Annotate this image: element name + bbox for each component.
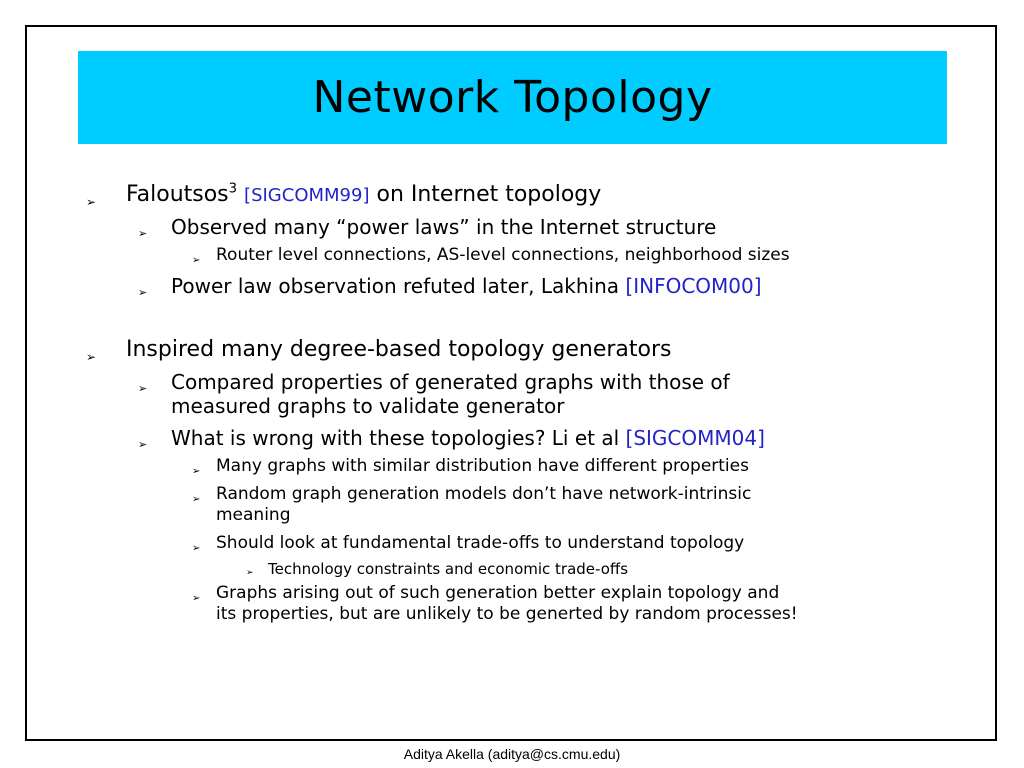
arrow-bullet-icon: ➢ xyxy=(138,227,148,240)
arrow-bullet-icon: ➢ xyxy=(192,494,201,505)
footer-author: Aditya Akella (aditya@cs.cmu.edu) xyxy=(403,746,621,762)
bullet-text: What is wrong with these topologies? Li et al xyxy=(171,426,626,450)
arrow-bullet-icon: ➢ xyxy=(86,350,97,364)
arrow-bullet-icon: ➢ xyxy=(192,593,201,604)
arrow-bullet-icon: ➢ xyxy=(192,255,201,266)
bullet-text-line1: Compared properties of generated graphs with those of xyxy=(171,370,730,394)
bullet-text: Technology constraints and economic trade-offs xyxy=(268,560,629,578)
arrow-bullet-icon: ➢ xyxy=(86,195,97,209)
arrow-bullet-icon: ➢ xyxy=(138,286,148,299)
reference-link: [SIGCOMM99] xyxy=(244,185,370,206)
title-bar xyxy=(78,51,947,144)
bullet-text: Power law observation refuted later, Lakhina xyxy=(171,274,626,298)
bullet-text: Router level connections, AS-level connections, neighborhood sizes xyxy=(216,245,790,265)
bullet-text: Inspired many degree-based topology generators xyxy=(126,337,672,362)
arrow-bullet-icon: ➢ xyxy=(192,466,201,477)
arrow-bullet-icon: ➢ xyxy=(138,382,148,395)
bullet-text: Observed many “power laws” in the Internet structure xyxy=(171,215,717,239)
superscript: 3 xyxy=(228,181,238,197)
arrow-bullet-icon: ➢ xyxy=(192,543,201,554)
reference-link: [SIGCOMM04] xyxy=(625,426,765,450)
bullet-text: Should look at fundamental trade-offs to understand topology xyxy=(216,533,745,553)
reference-link: [INFOCOM00] xyxy=(625,274,762,298)
bullet-text: Many graphs with similar distribution have different properties xyxy=(216,456,749,476)
bullet-text: Faloutsos xyxy=(126,182,229,207)
bullet-text-line2: meaning xyxy=(216,505,291,525)
bullet-text-line1: Graphs arising out of such generation better explain topology and xyxy=(216,583,780,603)
bullet-text: on Internet topology xyxy=(369,182,602,207)
arrow-bullet-icon: ➢ xyxy=(138,438,148,451)
bullet-text-line2: measured graphs to validate generator xyxy=(171,394,565,418)
arrow-bullet-icon: ➢ xyxy=(246,568,254,578)
bullet-text-line2: its properties, but are unlikely to be generted by random processes! xyxy=(216,604,798,624)
slide-title: Network Topology xyxy=(312,72,713,123)
bullet-text-line1: Random graph generation models don’t have network-intrinsic xyxy=(216,484,752,504)
